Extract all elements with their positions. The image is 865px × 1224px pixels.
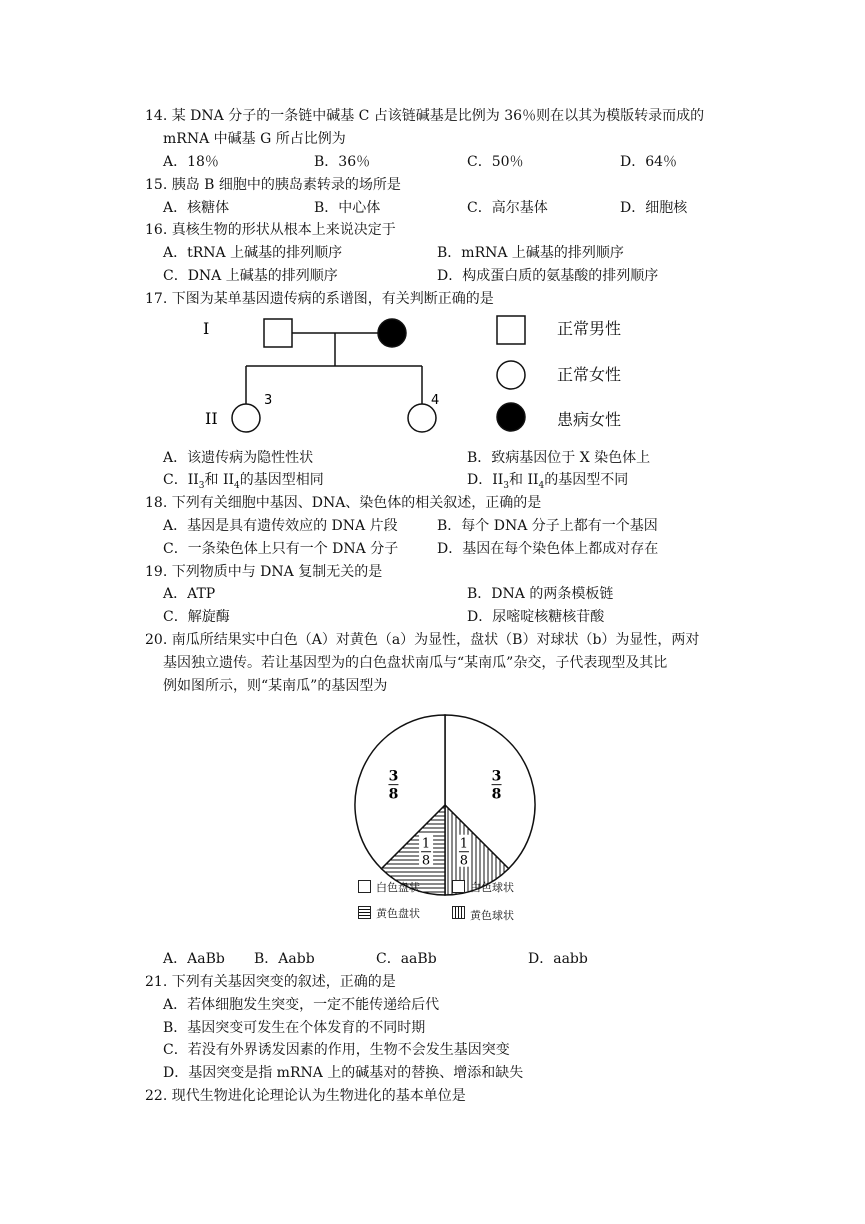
q21-option-a: A．若体细胞发生突变，一定不能传递给后代 bbox=[163, 997, 440, 1013]
svg-text:3: 3 bbox=[491, 768, 502, 785]
legend-normal-female-circle bbox=[497, 361, 525, 389]
q21-option-c: C．若没有外界诱发因素的作用，生物不会发生基因突变 bbox=[163, 1042, 510, 1058]
generation-2-label: II bbox=[205, 409, 218, 428]
legend-affected-female-circle bbox=[497, 403, 525, 431]
q15-option-d: D．细胞核 bbox=[620, 200, 688, 216]
child-3-label: 3 bbox=[264, 393, 273, 408]
q20-stem-line2: 基因独立遗传。若让基因型为的白色盘状南瓜与“某南瓜”杂交，子代表现型及其比 bbox=[163, 655, 668, 671]
q21-option-b: B．基因突变可发生在个体发育的不同时期 bbox=[163, 1020, 426, 1036]
q19-stem: 19. 下列物质中与 DNA 复制无关的是 bbox=[145, 564, 383, 580]
legend-yellow-sphere-label: 黄色球状 bbox=[470, 909, 514, 922]
q16-option-b: B．mRNA 上碱基的排列顺序 bbox=[437, 245, 624, 261]
q20-option-a: A．AaBb bbox=[163, 951, 225, 967]
legend-normal-female-label: 正常女性 bbox=[557, 365, 622, 384]
q16-option-d: D．构成蛋白质的氨基酸的排列顺序 bbox=[437, 268, 659, 284]
q14-option-a: A．18％ bbox=[163, 154, 219, 170]
q16-stem: 16. 真核生物的形状从根本上来说决定于 bbox=[145, 222, 396, 238]
q20-stem-line1: 20. 南瓜所结果实中白色（A）对黄色（a）为显性，盘状（B）对球状（b）为显性，两对 bbox=[145, 632, 700, 648]
q15-stem: 15. 胰岛 B 细胞中的胰岛素转录的场所是 bbox=[145, 177, 401, 193]
legend-yellow-sphere-swatch bbox=[452, 906, 465, 919]
q20-option-c: C．aaBb bbox=[376, 951, 437, 967]
mother-affected-circle bbox=[378, 319, 406, 347]
svg-text:1: 1 bbox=[459, 836, 469, 852]
svg-text:1: 1 bbox=[421, 836, 431, 852]
q19-option-b: B．DNA 的两条模板链 bbox=[467, 586, 614, 602]
q22-stem: 22. 现代生物进化论理论认为生物进化的基本单位是 bbox=[145, 1088, 466, 1104]
q17-option-b: B．致病基因位于 X 染色体上 bbox=[467, 450, 651, 466]
q21-option-d: D．基因突变是指 mRNA 上的碱基对的替换、增添和缺失 bbox=[163, 1065, 524, 1081]
q16-option-c: C．DNA 上碱基的排列顺序 bbox=[163, 268, 338, 284]
q21-stem: 21. 下列有关基因突变的叙述，正确的是 bbox=[145, 974, 396, 990]
svg-text:8: 8 bbox=[491, 786, 502, 803]
legend-white-sphere-label: 白色球状 bbox=[470, 881, 514, 894]
q17-stem: 17. 下图为某单基因遗传病的系谱图，有关判断正确的是 bbox=[145, 291, 494, 307]
q18-option-d: D．基因在每个染色体上都成对存在 bbox=[437, 541, 659, 557]
legend-yellow-disc-swatch bbox=[358, 906, 371, 919]
slice-yellow-sphere-label bbox=[457, 835, 471, 869]
legend-normal-male-square bbox=[497, 316, 525, 344]
q19-option-a: A．ATP bbox=[163, 586, 216, 602]
svg-text:8: 8 bbox=[459, 853, 469, 869]
q17-option-d: D．$II_3$和 $II_4$的基因型不同 bbox=[467, 472, 629, 491]
q19-option-c: C．解旋酶 bbox=[163, 609, 230, 625]
legend-yellow-disc-label: 黄色盘状 bbox=[376, 907, 420, 920]
legend-white-sphere-swatch bbox=[452, 880, 465, 893]
q20-option-b: B．Aabb bbox=[254, 951, 315, 967]
q19-option-d: D．尿嘧啶核糖核苷酸 bbox=[467, 609, 605, 625]
legend-affected-female-label: 患病女性 bbox=[557, 410, 622, 429]
q14-option-d: D．64％ bbox=[620, 154, 678, 170]
q16-option-a: A．tRNA 上碱基的排列顺序 bbox=[163, 245, 343, 261]
q15-option-b: B．中心体 bbox=[314, 200, 381, 216]
q14-stem-line2: mRNA 中碱基 G 所占比例为 bbox=[163, 131, 346, 147]
pedigree-diagram bbox=[200, 312, 440, 437]
child-4-label: 4 bbox=[431, 393, 440, 408]
q20-stem-line3: 例如图所示，则“某南瓜”的基因型为 bbox=[163, 678, 388, 694]
pedigree-legend-symbols bbox=[495, 314, 529, 432]
q17-option-a: A．该遗传病为隐性性状 bbox=[163, 450, 314, 466]
q14-option-b: B．36％ bbox=[314, 154, 371, 170]
legend-normal-male-label: 正常男性 bbox=[557, 319, 622, 338]
q15-option-c: C．高尔基体 bbox=[467, 200, 548, 216]
child-4-circle bbox=[408, 404, 436, 432]
slice-yellow-disc-label bbox=[419, 835, 433, 869]
legend-white-disc-swatch bbox=[358, 880, 371, 893]
q18-option-c: C．一条染色体上只有一个 DNA 分子 bbox=[163, 541, 399, 557]
q20-option-d: D．aabb bbox=[528, 951, 588, 967]
svg-text:3: 3 bbox=[388, 768, 399, 785]
q14-option-c: C．50％ bbox=[467, 154, 524, 170]
q18-option-a: A．基因是具有遗传效应的 DNA 片段 bbox=[163, 518, 398, 534]
svg-text:8: 8 bbox=[388, 786, 399, 803]
svg-text:8: 8 bbox=[421, 853, 431, 869]
generation-1-label: I bbox=[203, 319, 210, 338]
q18-stem: 18. 下列有关细胞中基因、DNA、染色体的相关叙述，正确的是 bbox=[145, 495, 542, 511]
q17-option-c: C．$II_3$和 $II_4$的基因型相同 bbox=[163, 472, 324, 491]
father-square bbox=[264, 319, 292, 347]
q14-stem-line1: 14. 某 DNA 分子的一条链中碱基 C 占该链碱基是比例为 36％则在以其为模版转录而成的 bbox=[145, 108, 705, 124]
q18-option-b: B．每个 DNA 分子上都有一个基因 bbox=[437, 518, 658, 534]
legend-white-disc-label: 白色盘状 bbox=[376, 881, 420, 894]
q15-option-a: A．核糖体 bbox=[163, 200, 230, 216]
child-3-circle bbox=[232, 404, 260, 432]
phenotype-pie-chart bbox=[350, 710, 540, 900]
